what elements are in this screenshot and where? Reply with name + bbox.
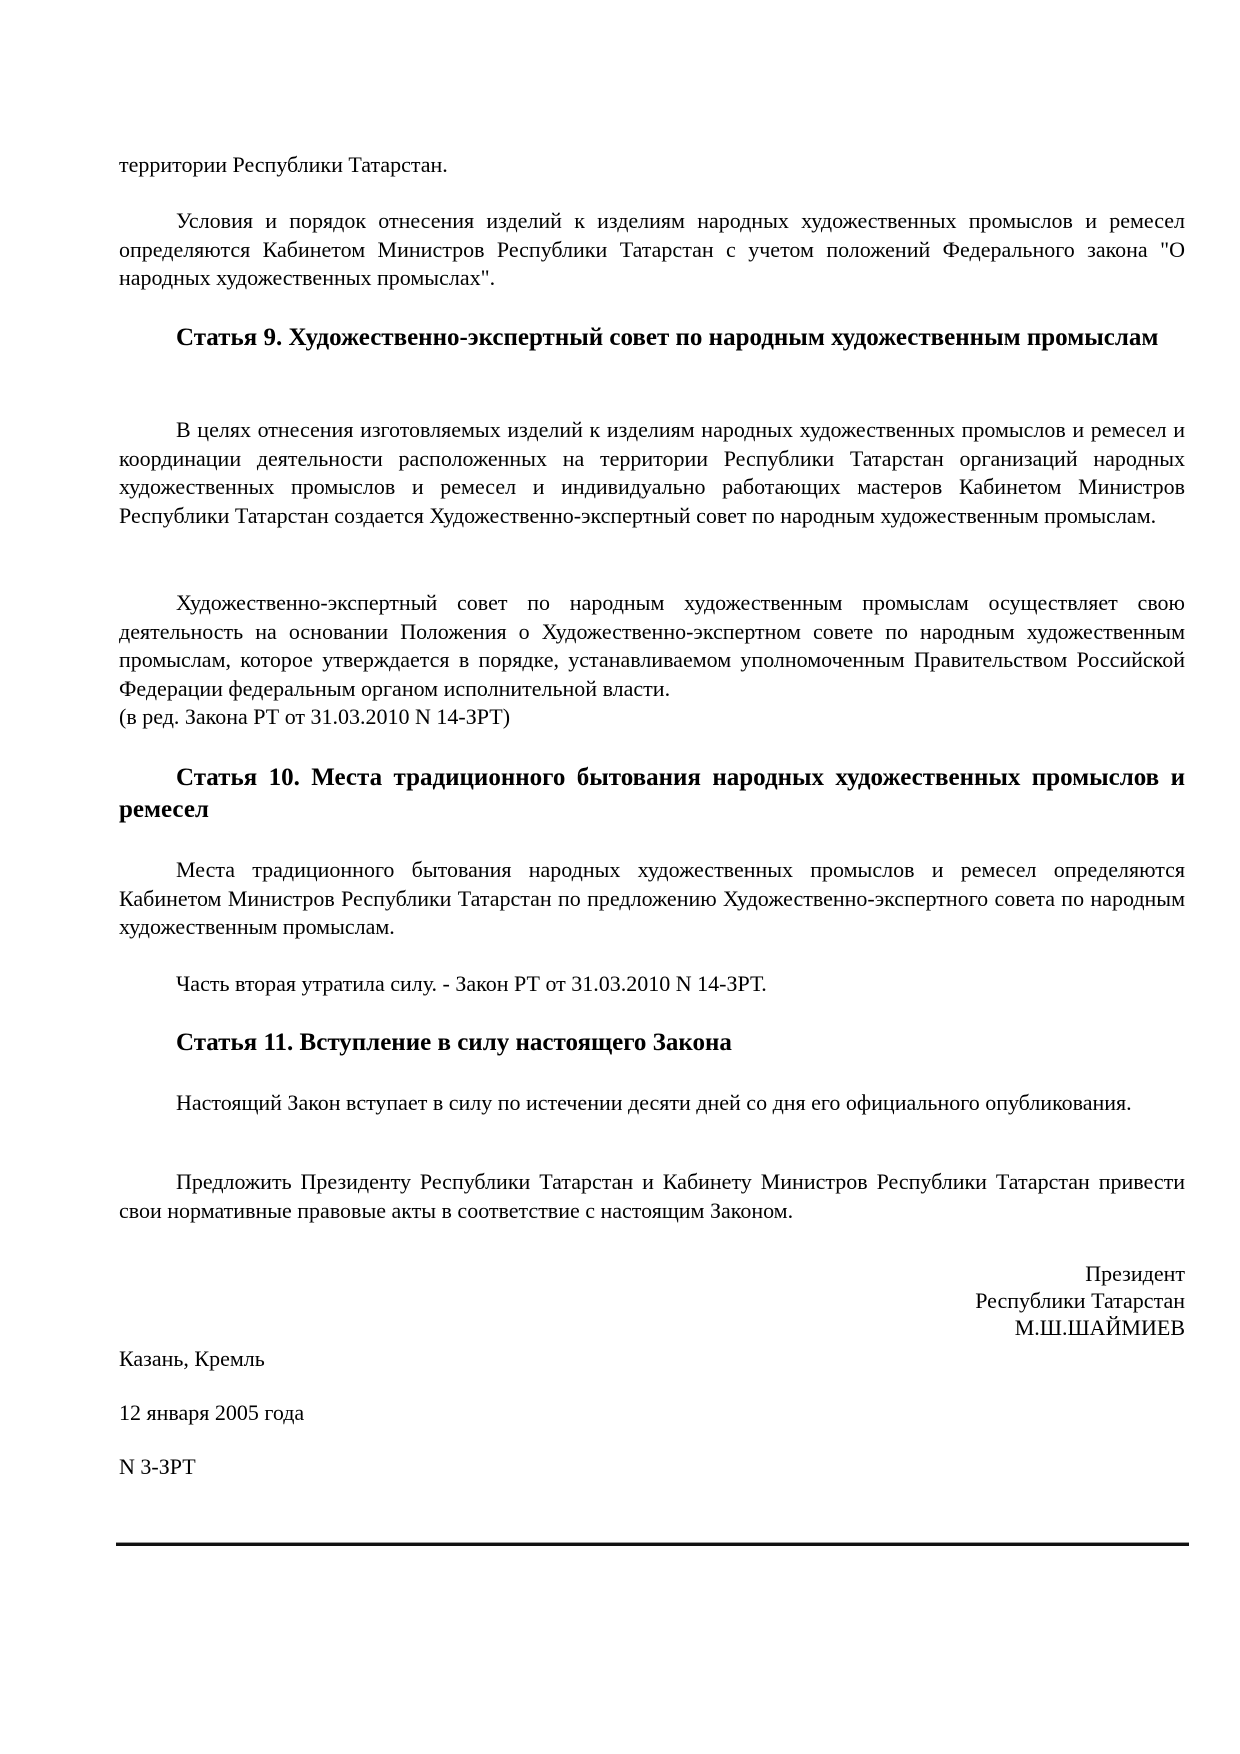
signature-office: Республики Татарстан	[975, 1288, 1185, 1313]
article-9-heading: Статья 9. Художественно-экспертный совет по народным художественным промыслам	[176, 324, 1159, 351]
article-9-amendment-note: (в ред. Закона РТ от 31.03.2010 N 14-ЗРТ)	[119, 704, 511, 729]
law-number: N 3-ЗРТ	[119, 1454, 196, 1479]
article-11-heading: Статья 11. Вступление в силу настоящего Закона	[176, 1029, 732, 1056]
continuation-text: территории Республики Татарстан.	[119, 152, 448, 177]
article-9-paragraph-2: Художественно-экспертный совет по народным художественным промыслам осуществляет свою деятельность на основании Положения о Художественно-экспертном совете по народным художественным промыслам, которое утверждается в порядке, устанавливаемом уполномоченным Правительством Российской Федерации федеральным органом исполнительной власти.	[119, 590, 1185, 701]
footer-rule	[116, 1542, 1189, 1546]
article-10-paragraph-2: Часть вторая утратила силу. - Закон РТ от 31.03.2010 N 14-ЗРТ.	[176, 971, 767, 996]
signing-date: 12 января 2005 года	[119, 1400, 305, 1425]
paragraph-conditions: Условия и порядок отнесения изделий к изделиям народных художественных промыслов и ремесел определяются Кабинетом Министров Республики Татарстан с учетом положений Федерального закона "О народных художественных промыслах".	[119, 208, 1185, 290]
article-11-paragraph-2: Предложить Президенту Республики Татарстан и Кабинету Министров Республики Татарстан привести свои нормативные правовые акты в соответствие с настоящим Законом.	[119, 1169, 1185, 1223]
article-9-paragraph-1: В целях отнесения изготовляемых изделий к изделиям народных художественных промыслов и ремесел и координации деятельности расположенных на территории Республики Татарстан организаций народных художественных промыслов и ремесел и индивидуально работающих мастеров Кабинетом Министров Республики Татарстан создается Художественно-экспертный совет по народным художественным промыслам.	[119, 417, 1185, 528]
signature-block	[785, 1260, 1185, 1341]
signing-place: Казань, Кремль	[119, 1346, 265, 1371]
article-11-paragraph-1: Настоящий Закон вступает в силу по истечении десяти дней со дня его официального опубликования.	[176, 1090, 1132, 1115]
signature-title: Президент	[1085, 1261, 1185, 1286]
signature-name: М.Ш.ШАЙМИЕВ	[1014, 1315, 1185, 1340]
article-10-heading: Статья 10. Места традиционного бытования народных художественных промыслов и ремесел	[119, 764, 1185, 823]
article-10-paragraph-1: Места традиционного бытования народных художественных промыслов и ремесел определяются Кабинетом Министров Республики Татарстан по предложению Художественно-экспертного совета по народным художественным промыслам.	[119, 857, 1185, 939]
